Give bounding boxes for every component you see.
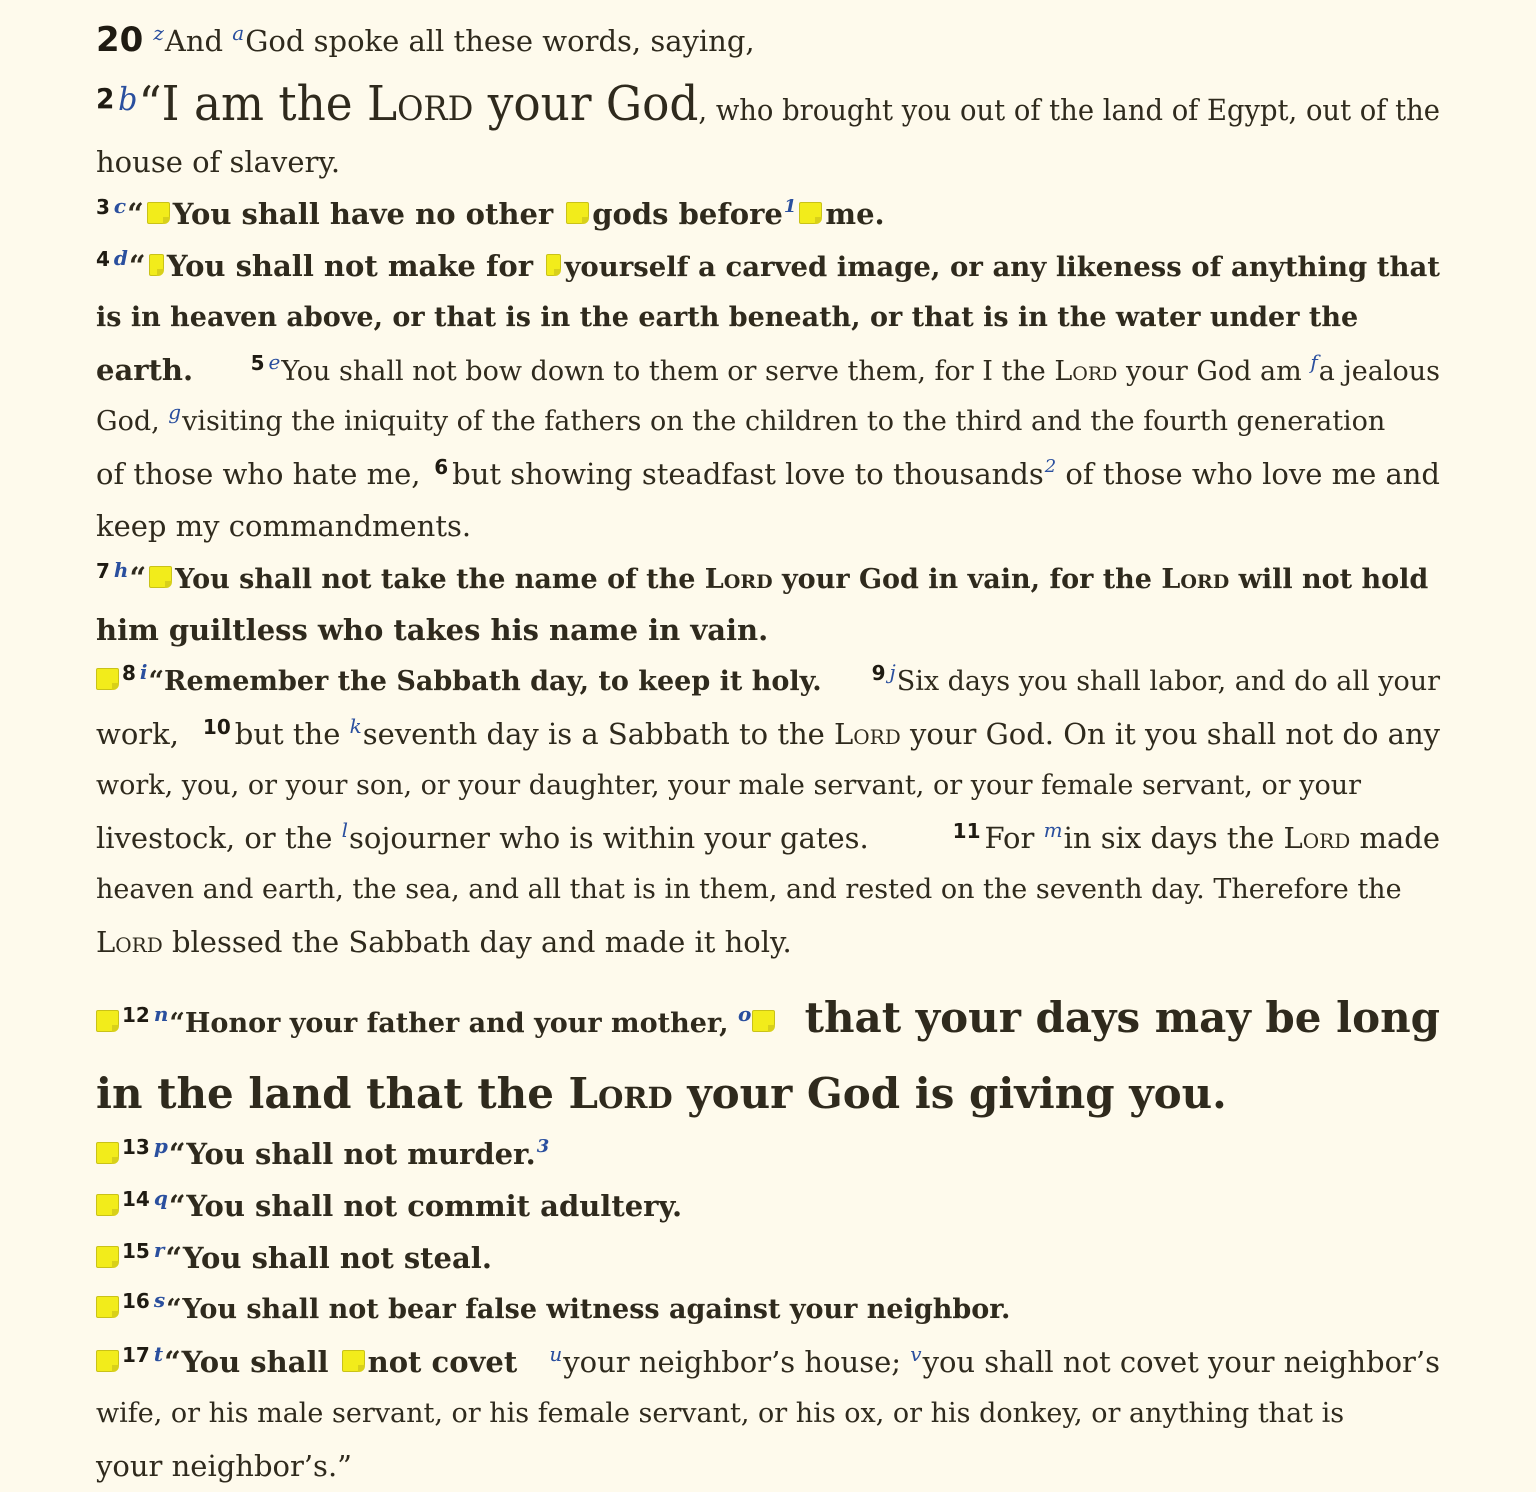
line-27: [96, 1446, 1440, 1486]
line-22: [96, 1186, 1440, 1229]
line-23: [96, 1238, 1440, 1281]
xref-k[interactable]: k: [349, 714, 362, 738]
verse-10-text-line3-cont: sojourner who is within your gates.: [349, 821, 878, 855]
sticky-note-icon[interactable]: [147, 202, 170, 224]
xref-i[interactable]: i: [139, 660, 148, 684]
verse-17-text-cont3: you shall not covet your neighbor’s: [922, 1345, 1440, 1379]
verse-5-text-line2-cont: visiting the iniquity of the fathers on the children to the third and the fourth generation: [182, 406, 1386, 437]
verse-9-text-end: work,: [96, 717, 189, 751]
verse-3-text-cont: gods before: [592, 197, 783, 231]
line-18: [96, 922, 1440, 962]
lord-smallcaps: Lord: [1161, 564, 1230, 595]
verse-1-text-cont: God spoke all these words, saying,: [245, 24, 755, 58]
xref-l[interactable]: l: [341, 818, 348, 842]
sticky-note-icon[interactable]: [799, 202, 822, 224]
sticky-note-icon[interactable]: [96, 1142, 119, 1164]
line-15: [96, 766, 1440, 806]
verse-number-5: 5: [250, 351, 265, 375]
sticky-note-icon[interactable]: [752, 1010, 775, 1032]
verse-3-text-end: me.: [825, 197, 885, 231]
verse-1-text: And: [164, 24, 233, 58]
verse-10-text-line2: work, you, or your son, or your daughter, your male servant, or your female servant, or your: [96, 770, 1361, 801]
verse-4-text-end: earth.: [96, 353, 204, 387]
line-6: [96, 298, 1440, 338]
verse-7-text-cont: your God in vain, for the: [772, 564, 1162, 595]
verse-number-16: 16: [122, 1289, 150, 1313]
verse-2-text: , who brought you out of the land of Egypt, out of the: [698, 93, 1440, 127]
verse-5-text-line3: of those who hate me,: [96, 457, 430, 491]
xref-c[interactable]: c: [113, 194, 127, 218]
verse-7-text-end: will not hold: [1229, 564, 1429, 595]
sticky-note-icon[interactable]: [566, 202, 589, 224]
xref-h[interactable]: h: [113, 558, 129, 582]
verse-17-text: “You shall: [164, 1345, 339, 1379]
verse-9-start: [872, 662, 1440, 703]
open-quote: “: [129, 561, 147, 595]
xref-f[interactable]: f: [1310, 350, 1318, 374]
xref-n[interactable]: n: [153, 1002, 169, 1026]
verse-4-text-line2: is in heaven above, or that is in the earth beneath, or that is in the water under the: [96, 302, 1359, 333]
verse-2-large-text: “I am the: [138, 76, 367, 132]
verse-5-text-line2: God,: [96, 406, 169, 437]
lord-smallcaps: Lord: [366, 76, 474, 132]
verse-5-text-cont: your God am: [1117, 356, 1311, 387]
verse-5-text: You shall not bow down to them or serve them, for I the: [281, 356, 1055, 387]
verse-number-6: 6: [434, 455, 449, 479]
line-26: [96, 1394, 1440, 1434]
verse-6-text: but showing steadfast love to thousands: [452, 457, 1044, 491]
verse-17-mid: [549, 1342, 1440, 1385]
sticky-note-icon[interactable]: [149, 254, 164, 276]
lord-smallcaps: Lord: [834, 717, 901, 751]
verse-number-13: 13: [122, 1135, 150, 1159]
verse-7-text: You shall not take the name of the: [175, 564, 705, 595]
verse-8-start: [96, 662, 831, 703]
xref-d[interactable]: d: [113, 246, 128, 270]
xref-j[interactable]: j: [889, 660, 896, 684]
line-20: [96, 1066, 1440, 1122]
lord-smallcaps: Lord: [704, 564, 773, 595]
line-11: [96, 558, 1440, 601]
sticky-note-icon[interactable]: [96, 1194, 119, 1216]
verse-7-text-line2: him guiltless who takes his name in vain.: [96, 613, 769, 647]
xref-t[interactable]: t: [153, 1342, 164, 1366]
line-9: [96, 454, 1440, 499]
xref-q[interactable]: q: [153, 1186, 168, 1210]
line-25: [96, 1342, 1440, 1385]
verse-2-large-text-cont: your God: [473, 76, 699, 132]
verse-12-large-text-line2: in the land that the: [96, 1069, 569, 1118]
verse-17-text-end: your neighbor’s.”: [96, 1449, 352, 1483]
verse-13-text: “You shall not murder.: [168, 1137, 536, 1171]
line-12: [96, 610, 1440, 650]
verse-10-text-cont: seventh day is a Sabbath to the: [362, 717, 835, 751]
verse-number-4: 4: [96, 247, 110, 271]
verse-number-8: 8: [122, 661, 136, 685]
verse-14-text: “You shall not commit adultery.: [168, 1189, 683, 1223]
line-14: [96, 714, 1440, 757]
footnote-1[interactable]: 1: [783, 196, 797, 217]
verse-number-10: 10: [202, 715, 231, 739]
line-7: [96, 350, 1440, 393]
verse-10-text: but the: [234, 717, 350, 751]
xref-r[interactable]: r: [153, 1238, 165, 1262]
footnote-2[interactable]: 2: [1044, 456, 1057, 477]
line-2: [96, 76, 1440, 139]
verse-12-large-text-end: your God is giving you.: [672, 1069, 1227, 1118]
verse-12-text: “Honor your father and your mother,: [169, 1008, 738, 1039]
sticky-note-icon[interactable]: [96, 1010, 119, 1032]
verse-5-text-end: a jealous: [1318, 356, 1440, 387]
lord-smallcaps: Lord: [1054, 356, 1118, 387]
verse-number-14: 14: [122, 1187, 150, 1211]
line-17: [96, 870, 1440, 910]
verse-9-text: Six days you shall labor, and do all your: [896, 666, 1440, 697]
verse-17-text-cont2: your neighbor’s house;: [563, 1345, 911, 1379]
xref-v[interactable]: v: [910, 1342, 922, 1366]
footnote-3[interactable]: 3: [536, 1136, 550, 1157]
verse-number-2: 2: [96, 82, 115, 115]
line-13: [96, 662, 1440, 703]
verse-11-text-end: blessed the Sabbath day and made it holy.: [162, 925, 792, 959]
verse-10-text-cont2: your God. On it you shall not do any: [900, 717, 1440, 751]
verse-15-text: “You shall not steal.: [165, 1241, 492, 1275]
xref-s[interactable]: s: [153, 1288, 166, 1312]
verse-17-start: [96, 1342, 527, 1385]
verse-2-text-end: house of slavery.: [96, 145, 341, 179]
verse-11-text-cont: in six days the: [1063, 821, 1284, 855]
xref-o[interactable]: o: [737, 1002, 752, 1026]
line-19: [96, 990, 1440, 1053]
xref-a[interactable]: a: [232, 21, 245, 45]
verse-10-start: [203, 714, 1440, 757]
verse-10-text-line3: livestock, or the: [96, 821, 342, 855]
verse-11-text-cont2: made: [1350, 821, 1440, 855]
verse-number-17: 17: [122, 1343, 150, 1367]
xref-b[interactable]: b: [118, 80, 138, 118]
sticky-note-icon[interactable]: [546, 254, 561, 276]
sticky-note-icon[interactable]: [96, 1296, 119, 1318]
line-1: [96, 20, 1440, 64]
line-16: [96, 818, 1440, 861]
verse-3-text: You shall have no other: [172, 197, 564, 231]
line-21: [96, 1134, 1440, 1179]
verse-6-text-end: keep my commandments.: [96, 509, 472, 543]
line-5: [96, 246, 1440, 289]
verse-12-start: [96, 996, 778, 1053]
verse-2-start: [96, 76, 698, 139]
xref-g[interactable]: g: [168, 400, 182, 424]
verse-4-text-cont: yourself a carved image, or any likeness of anything that: [564, 251, 1440, 283]
line-24: [96, 1290, 1440, 1331]
verse-number-11: 11: [952, 819, 981, 843]
verse-17-text-line2: wife, or his male servant, or his female servant, or his ox, or his donkey, or anything that is: [96, 1398, 1345, 1429]
verse-number-9: 9: [871, 661, 886, 685]
sticky-note-icon[interactable]: [96, 1350, 119, 1372]
sticky-note-icon[interactable]: [96, 1246, 119, 1268]
verse-6-text-cont: of those who love me and: [1056, 457, 1440, 491]
xref-z[interactable]: z: [153, 21, 164, 45]
verse-number-12: 12: [122, 1003, 150, 1027]
xref-e[interactable]: e: [268, 350, 281, 374]
lord-smallcaps: Lord: [568, 1069, 673, 1118]
verse-16-text: “You shall not bear false witness against your neighbor.: [166, 1294, 1011, 1325]
xref-m[interactable]: m: [1043, 818, 1063, 842]
sticky-note-icon[interactable]: [96, 668, 119, 690]
verse-8-text: “Remember the Sabbath day, to keep it holy.: [148, 666, 832, 697]
verse-11-text: For: [984, 821, 1044, 855]
lord-smallcaps: Lord: [1283, 821, 1351, 855]
chapter-number: 20: [96, 20, 144, 60]
line-3: [96, 142, 1440, 182]
verse-5-start: [251, 352, 1440, 393]
sticky-note-icon[interactable]: [149, 566, 172, 588]
lord-smallcaps: Lord: [96, 925, 163, 959]
verse-11-text-line2: heaven and earth, the sea, and all that is in them, and rested on the seventh day. Therefore the: [96, 874, 1402, 905]
line-8: [96, 402, 1440, 443]
verse-12-large-text: that your days may be long: [804, 993, 1440, 1042]
verse-11-start: [953, 818, 1440, 861]
line-10: [96, 506, 1440, 546]
verse-number-3: 3: [96, 195, 110, 219]
verse-6-start: [434, 454, 1440, 499]
scripture-page: [96, 0, 1440, 1492]
xref-u[interactable]: u: [549, 1342, 563, 1366]
open-quote: “: [128, 249, 146, 283]
verse-4-text: You shall not make for: [166, 249, 544, 283]
verse-number-15: 15: [122, 1239, 150, 1263]
line-4: [96, 194, 1440, 239]
verse-number-7: 7: [96, 559, 110, 583]
sticky-note-icon[interactable]: [342, 1350, 365, 1372]
verse-10-end: [96, 818, 878, 861]
xref-p[interactable]: p: [153, 1134, 168, 1158]
verse-17-text-cont: not covet: [367, 1345, 528, 1379]
open-quote: “: [127, 197, 144, 231]
